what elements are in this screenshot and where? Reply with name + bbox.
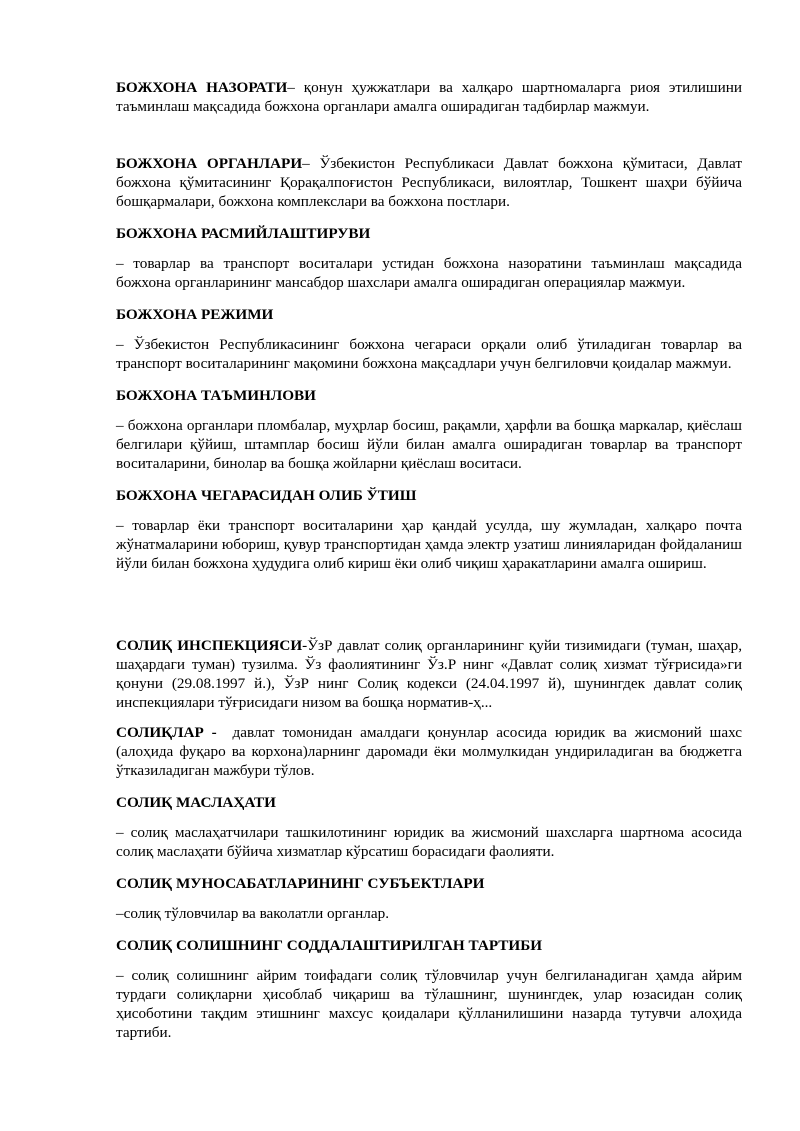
- term-customs-regime: БОЖХОНА РЕЖИМИ: [116, 306, 274, 323]
- definition-tax-relations-subjects: –солиқ тўловчилар ва ваколатли органлар.: [116, 905, 389, 922]
- definition-customs-regime: – Ўзбекистон Республикасининг божхона чегараси орқали олиб ўтиладиган товарлар ва транспорт воситаларининг мақомини божхона мақсадлари учун белгиловчи қоидалар мажмуи.: [116, 336, 742, 372]
- term-taxes: СОЛИҚЛАР -: [116, 724, 217, 741]
- term-customs-sealing: БОЖХОНА ТАЪМИНЛОВИ: [116, 387, 316, 404]
- definition-tax-inspection: -ЎзР давлат солиқ органларининг қуйи тизимидаги (туман, шаҳар, шаҳардаги туман) тузилма. Ўз фаолиятининг Ўз.Р нинг «Давлат солиқ хизмат тўғрисида»ги қонуни (29.08.1997 й.), ЎзР нинг Солиқ кодекси (24.04.1997 й), шунингдек давлат солиқ инспекциялари тўғрисидаги низом ва бошқа норматив-ҳ...: [116, 637, 742, 711]
- definition-tax-consulting: – солиқ маслаҳатчилари ташкилотининг юридик ва жисмоний шахсларга шартнома асосида солиқ маслаҳати бўйича хизматлар кўрсатиш борасидаги фаолияти.: [116, 824, 742, 860]
- definition-customs-control: – қонун ҳужжатлари ва халқаро шартномаларга риоя этилишини таъминлаш мақсадида божхона органлари амалга оширадиган тадбирлар мажмуи.: [116, 79, 742, 115]
- definition-border-crossing: – товарлар ёки транспорт воситаларини ҳар қандай усулда, шу жумладан, халқаро почта жўнатмаларини юбориш, қувур транспортидан ҳамда электр узатиш линияларидан фойдаланиш йўли билан божхона ҳудудига олиб кириш ёки олиб чиқиш ҳаракатларини амалга ошириш.: [116, 517, 742, 572]
- term-tax-consulting: СОЛИҚ МАСЛАҲАТИ: [116, 794, 276, 811]
- term-border-crossing: БОЖХОНА ЧЕГАРАСИДАН ОЛИБ ЎТИШ: [116, 487, 417, 504]
- term-tax-relations-subjects: СОЛИҚ МУНОСАБАТЛАРИНИНГ СУБЪЕКТЛАРИ: [116, 875, 485, 892]
- definition-customs-sealing: – божхона органлари пломбалар, муҳрлар босиш, рақамли, ҳарфли ва бошқа маркалар, қиёслаш белгилари қўйиш, штамплар босиш йўли билан амалга оширадиган товарлар ва транспорт воситаларини, бинолар ва бошқа жойларни қиёслаш воситаси.: [116, 417, 742, 472]
- term-simplified-taxation: СОЛИҚ СОЛИШНИНГ СОДДАЛАШТИРИЛГАН ТАРТИБИ: [116, 937, 543, 954]
- entry-tax-inspection: [116, 636, 742, 712]
- definition-customs-clearance: – товарлар ва транспорт воситалари устидан божхона назоратини таъминлаш мақсадида божхона органларининг мансабдор шахслари амалга оширадиган операциялар мажмуи.: [116, 255, 742, 291]
- term-customs-clearance: БОЖХОНА РАСМИЙЛАШТИРУВИ: [116, 225, 371, 242]
- definition-customs-bodies: – Ўзбекистон Республикаси Давлат божхона қўмитаси, Давлат божхона қўмитасининг Қорақалпоғистон Республикаси, вилоятлар, Тошкент шаҳри бўйича бошқармалари, божхона комплекслари ва божхона постлари.: [116, 155, 742, 210]
- entry-taxes: [116, 723, 742, 780]
- definition-simplified-taxation: – солиқ солишнинг айрим тоифадаги солиқ тўловчилар учун белгиланадиган ҳамда айрим турдаги солиқларни ҳисоблаб чиқариш ва тўлашнинг, шунингдек, улар юзасидан солиқ ҳисоботини тақдим этишнинг махсус қоидалари қўлланилишини назарда тутувчи алоҳида тартиби.: [116, 967, 742, 1041]
- term-customs-control: БОЖХОНА НАЗОРАТИ: [116, 79, 288, 96]
- term-tax-inspection: СОЛИҚ ИНСПЕКЦИЯСИ: [116, 637, 303, 654]
- entry-customs-bodies: [116, 154, 742, 211]
- document-page: [116, 78, 742, 1042]
- definition-taxes: давлат томонидан амалдаги қонунлар асосида юридик ва жисмоний шахс (алоҳида фуқаро ва корхона)ларнинг даромади ёки молмулкидан ундириладиган ва бюджетга ўтказиладиган мажбури тўлов.: [116, 724, 742, 779]
- entry-customs-control: [116, 78, 742, 116]
- term-customs-bodies: БОЖХОНА ОРГАНЛАРИ: [116, 155, 303, 172]
